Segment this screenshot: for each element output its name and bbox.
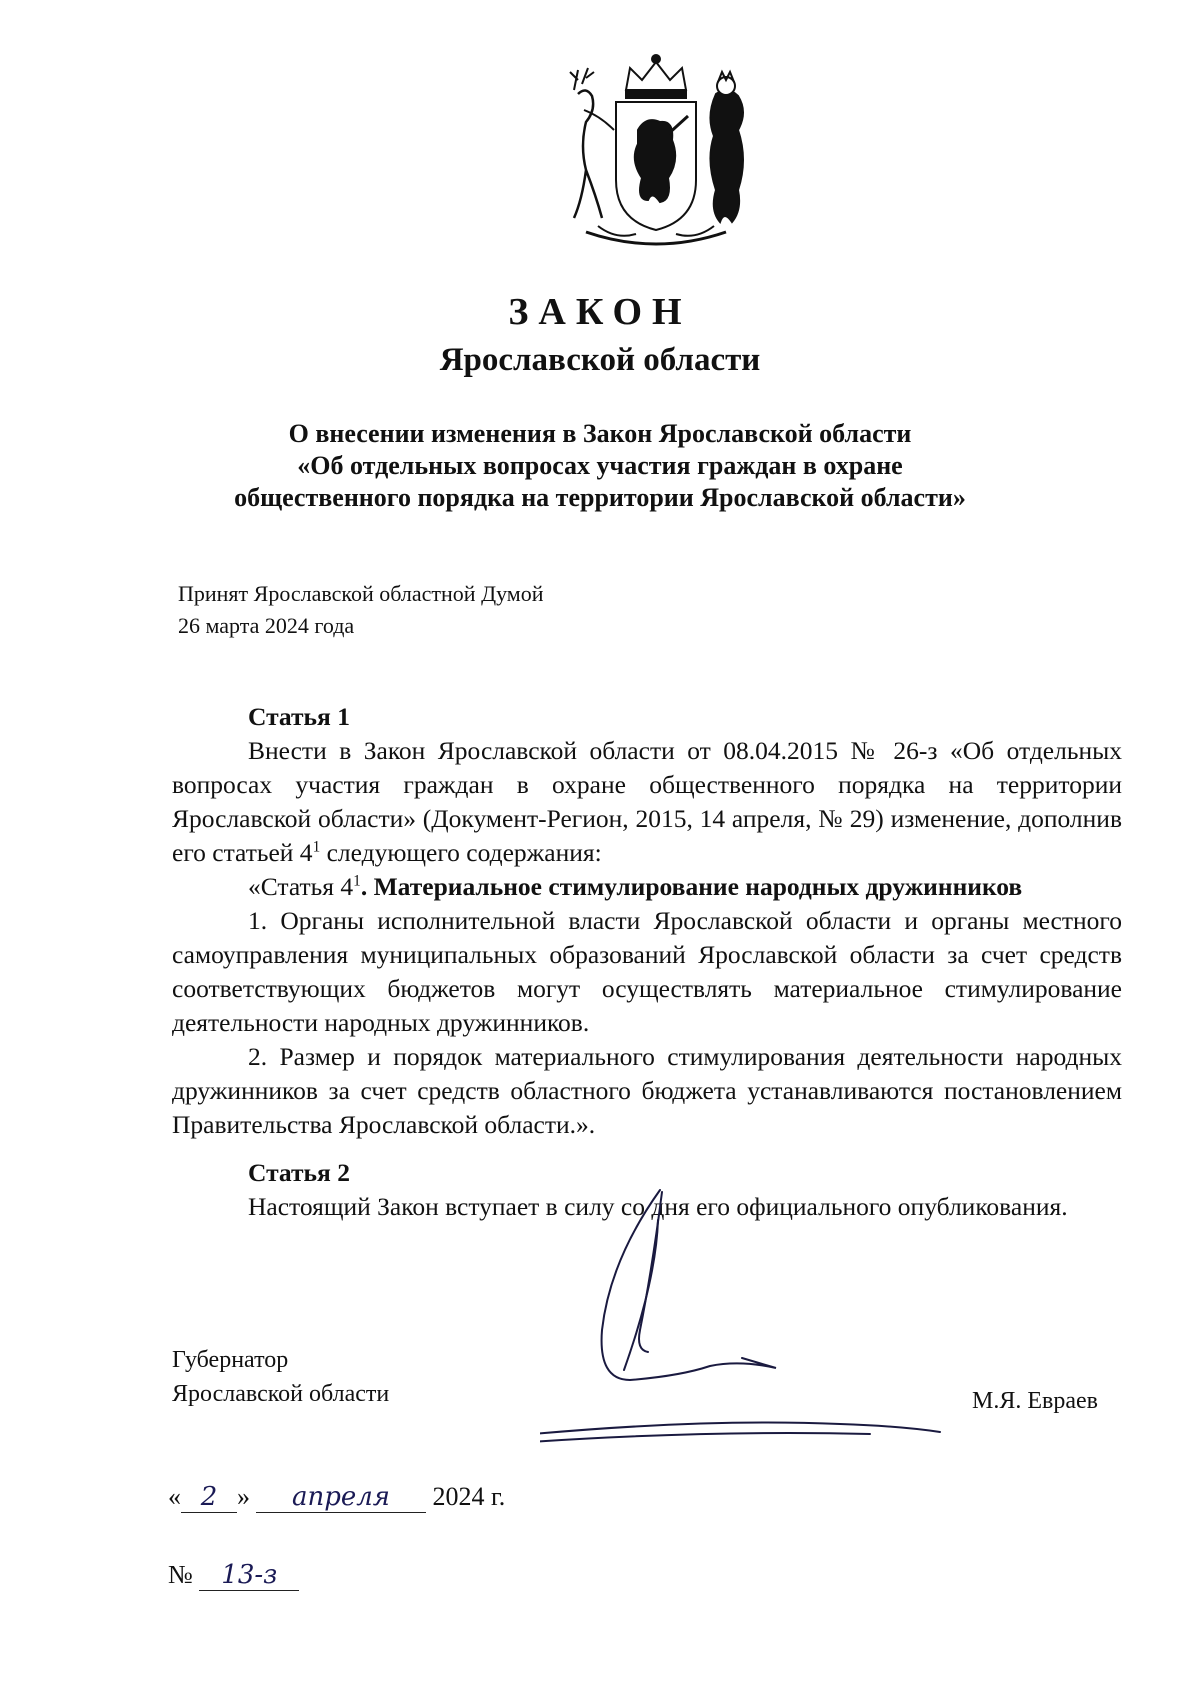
position-line: Губернатор: [172, 1347, 289, 1373]
document-subtitle: Ярославской области: [439, 342, 761, 378]
law-number: [168, 1560, 299, 1591]
article-1-text-end: следующего содержания:: [320, 838, 602, 867]
subject-line: «Об отдельных вопросах участия граждан в охране: [297, 451, 903, 480]
number-value: 13-з: [199, 1560, 299, 1591]
adoption-body: Принят Ярославской областной Думой: [178, 581, 544, 606]
number-label: №: [168, 1560, 193, 1589]
article-1-heading: Статья 1: [248, 702, 350, 731]
clause-1: 1. Органы исполнительной власти Ярославской области и органы местного самоуправления муниципальных образований Ярославской области за счет средств соответствующих бюджетов могут осуществлять материальное стимулирование деятельности народных дружинников.: [172, 906, 1122, 1037]
article-2-heading: Статья 2: [248, 1158, 350, 1187]
adoption-note: [178, 578, 544, 642]
handwritten-signature: [540, 1180, 960, 1460]
document-title: ЗАКОН: [508, 291, 692, 333]
subject-line: общественного порядка на территории Ярославской области»: [234, 483, 966, 512]
quote-open: «: [168, 1482, 181, 1511]
new-article-prefix: «Статья 4: [248, 872, 354, 901]
date-month: апреля: [256, 1482, 426, 1513]
signatory-name: М.Я. Евраев: [972, 1388, 1098, 1414]
date-year: 2024 г.: [432, 1482, 506, 1511]
article-1-paragraph: [172, 734, 1122, 870]
law-subject: [200, 418, 1000, 514]
superscript: 1: [353, 872, 361, 890]
date-day: 2: [181, 1482, 237, 1513]
article-1-text: Внести в Закон Ярославской области от 08.04.2015 № 26-з «Об отдельных вопросах участия граждан в охране общественного порядка на территории Ярославской области» (Документ-Регион, 2015, 14 апреля, № 29) изменение, дополнив его статьей 4: [172, 736, 1122, 867]
coat-of-arms-emblem: [556, 50, 756, 260]
article-2-paragraph: Настоящий Закон вступает в силу со дня его официального опубликования.: [248, 1192, 1068, 1221]
subject-line: О внесении изменения в Закон Ярославской области: [288, 419, 912, 448]
adoption-date: 26 марта 2024 года: [178, 613, 355, 638]
new-article-title: [172, 870, 1122, 904]
clause-2: 2. Размер и порядок материального стимулирования деятельности народных дружинников за счет средств областного бюджета устанавливаются постановлением Правительства Ярославской области.».: [172, 1042, 1122, 1139]
signing-date: [168, 1482, 505, 1513]
new-article-name: . Материальное стимулирование народных дружинников: [360, 872, 1023, 901]
quote-close: »: [237, 1482, 250, 1511]
signatory-position: [172, 1343, 389, 1411]
position-line: Ярославской области: [172, 1381, 390, 1407]
superscript: 1: [312, 838, 321, 856]
article-1: [172, 700, 1122, 1142]
